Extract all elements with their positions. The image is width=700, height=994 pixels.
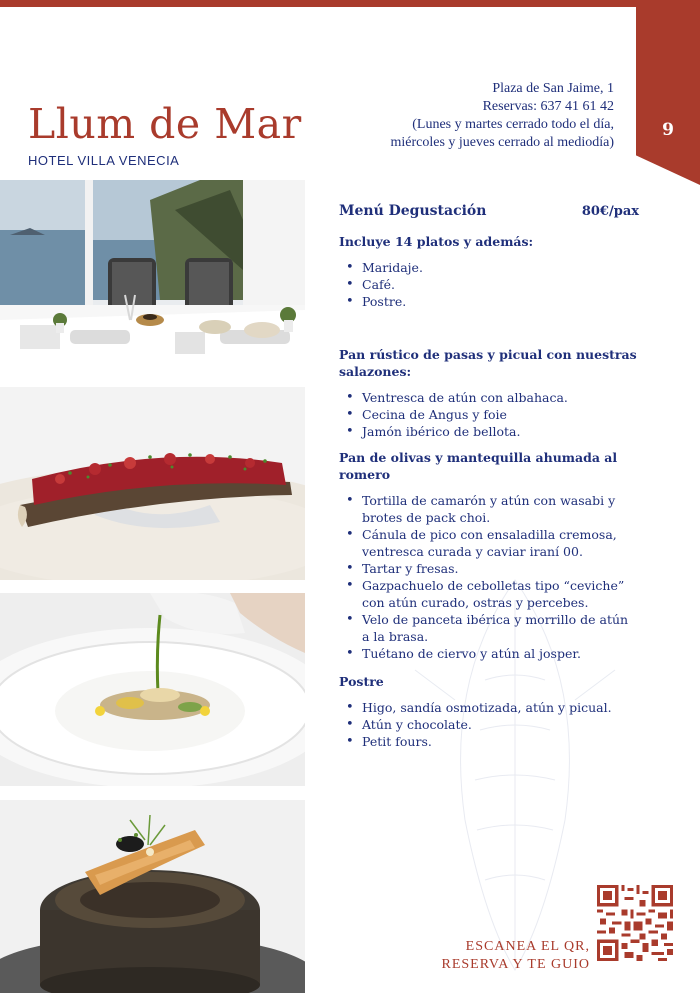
section-title: Pan rústico de pasas y picual con nuestras salazones: xyxy=(339,347,637,379)
section-list xyxy=(343,699,639,750)
list-item: • Cecina de Angus y foie xyxy=(343,406,639,423)
phone-line: Reservas: 637 41 61 42 xyxy=(482,99,614,114)
list-item: • Ventresca de atún con albahaca. xyxy=(343,389,639,406)
list-item: • Tartar y fresas. xyxy=(343,560,639,577)
restaurant-brand xyxy=(28,100,302,168)
address-line: Plaza de San Jaime, 1 xyxy=(492,81,614,96)
section-list xyxy=(343,389,639,440)
list-item: • Tortilla de camarón y atún con wasabi y brotes de pack choi. xyxy=(343,492,639,526)
qr-call-to-action xyxy=(420,938,590,974)
cta-line: ESCANEA EL QR, xyxy=(465,939,590,954)
dining-room-photo xyxy=(0,180,305,373)
top-accent-bar xyxy=(0,0,700,7)
list-item: • Tuétano de ciervo y atún al josper. xyxy=(343,645,639,662)
list-item: • Velo de panceta ibérica y morrillo de atún a la brasa. xyxy=(343,611,639,645)
tasting-menu xyxy=(339,203,639,750)
list-item: • Higo, sandía osmotizada, atún y picual. xyxy=(343,699,639,716)
list-item: • Café. xyxy=(343,276,639,293)
cta-line: RESERVA Y TE GUIO xyxy=(441,957,590,972)
page-number-tab xyxy=(636,0,700,185)
restaurant-name: Llum de Mar xyxy=(28,100,302,148)
section-list xyxy=(343,492,639,662)
list-item: • Cánula de pico con ensaladilla cremosa, ventresca curada y caviar iraní 00. xyxy=(343,526,639,560)
menu-title: Menú Degustación xyxy=(339,203,487,219)
list-item: • Atún y chocolate. xyxy=(343,716,639,733)
tuna-bone-dish-photo xyxy=(0,387,305,580)
list-item: • Jamón ibérico de bellota. xyxy=(343,423,639,440)
section-list xyxy=(343,259,639,310)
menu-price: 80€/pax xyxy=(581,204,639,219)
list-item: • Gazpachuelo de cebolletas tipo “ceviche” con atún curado, ostras y percebes. xyxy=(343,577,639,611)
list-item: • Postre. xyxy=(343,293,639,310)
list-item: • Maridaje. xyxy=(343,259,639,276)
page-number: 9 xyxy=(662,120,674,140)
hours-line: miércoles y jueves cerrado al mediodía) xyxy=(390,135,614,150)
gazpachuelo-dish-photo xyxy=(0,593,305,786)
qr-code-icon[interactable] xyxy=(597,885,673,961)
canula-dish-photo xyxy=(0,800,305,993)
list-item: • Petit fours. xyxy=(343,733,639,750)
hours-line: (Lunes y martes cerrado todo el día, xyxy=(412,117,614,132)
section-title: Incluye 14 platos y además: xyxy=(339,234,534,249)
section-title: Pan de olivas y mantequilla ahumada al romero xyxy=(339,450,618,482)
section-title: Postre xyxy=(339,674,384,689)
menu-header xyxy=(339,203,639,219)
address-block xyxy=(390,80,614,152)
hotel-name: HOTEL VILLA VENECIA xyxy=(28,153,180,168)
